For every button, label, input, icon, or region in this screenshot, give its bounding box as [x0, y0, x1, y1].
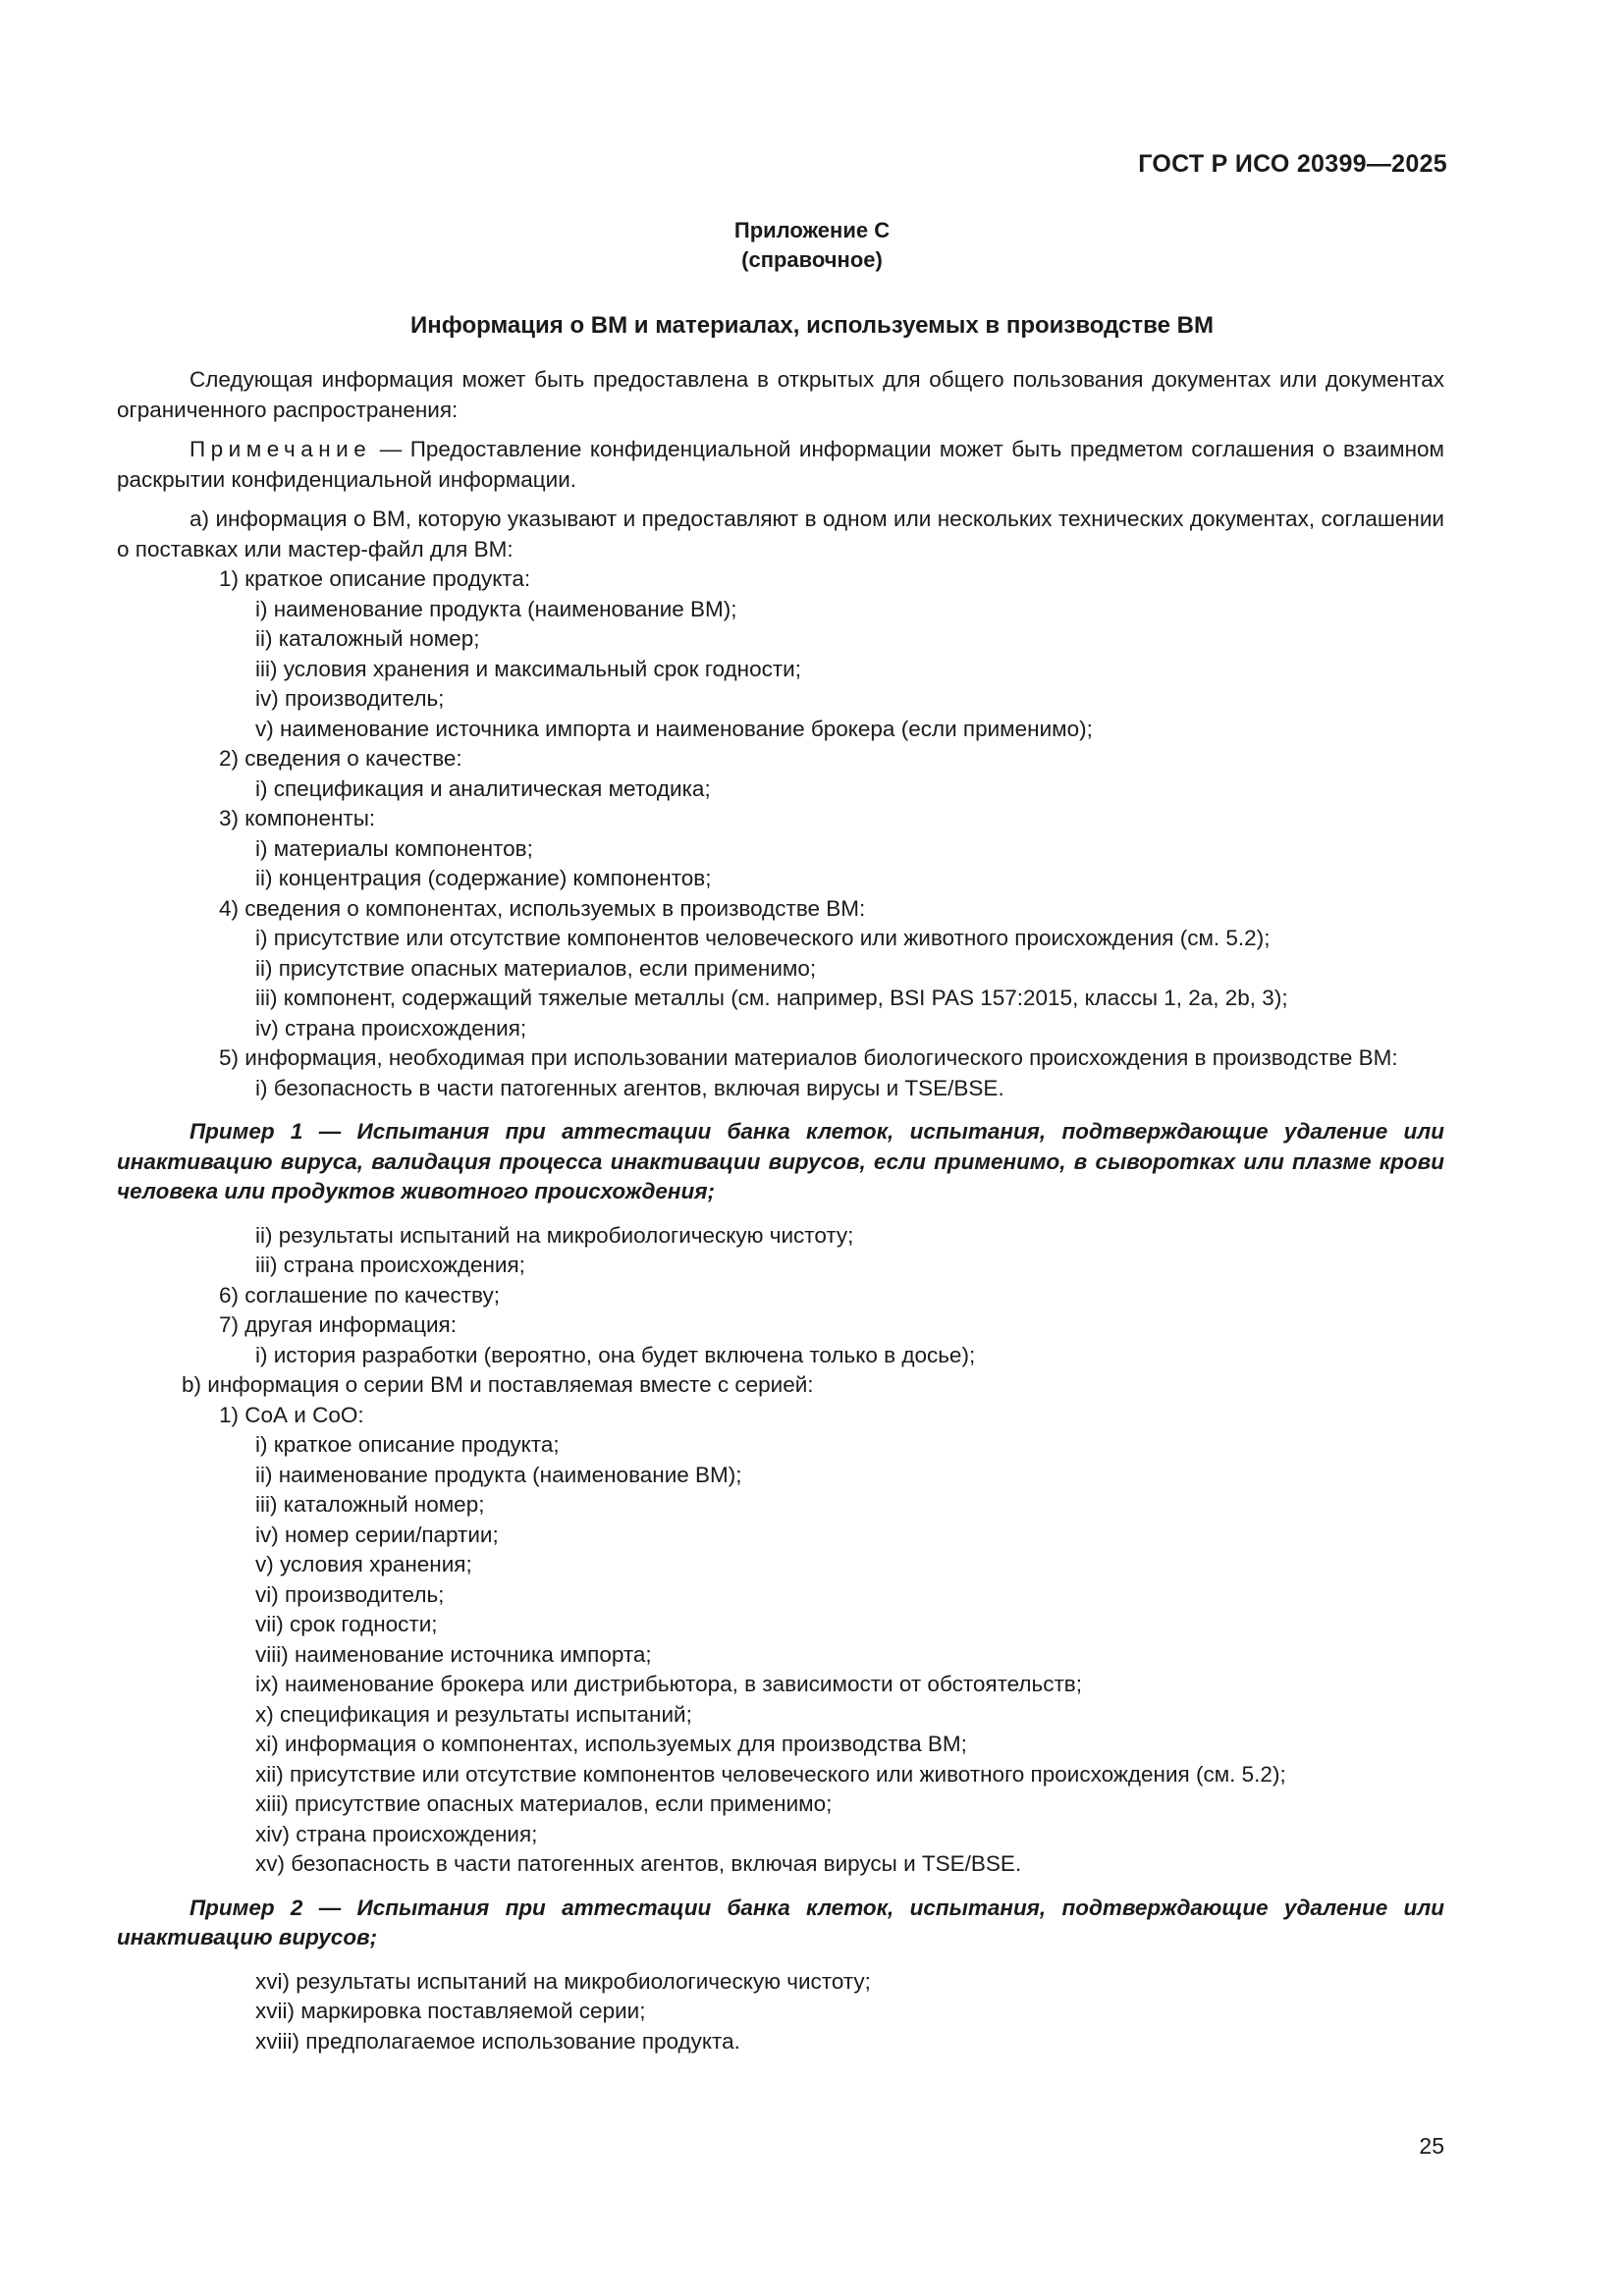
list-item: ii) каталожный номер;	[255, 626, 480, 651]
list-item: 1) СоА и СоО:	[219, 1402, 364, 1427]
list-item: iii) каталожный номер;	[255, 1492, 485, 1517]
list-item: i) спецификация и аналитическая методика;	[255, 775, 711, 801]
list-item: ii) концентрация (содержание) компонентов;	[255, 866, 712, 890]
list-item: vii) срок годности;	[255, 1612, 438, 1636]
list-item: iii) компонент, содержащий тяжелые металлы (см. например, BSI PAS 157:2015, классы 1, 2a, 2b, 3);	[255, 986, 1288, 1010]
section-b: b) информация о серии ВМ и поставляемая вместе с серией:	[182, 1372, 814, 1397]
list-item: i) присутствие или отсутствие компонентов человеческого или животного происхождения (см. 5.2);	[255, 926, 1271, 950]
list-item: xi) информация о компонентах, используемых для производства ВМ;	[255, 1732, 967, 1756]
list-item: iii) условия хранения и максимальный срок годности;	[255, 656, 801, 681]
list-item: xii) присутствие или отсутствие компонентов человеческого или животного происхождения (см. 5.2);	[255, 1761, 1286, 1787]
list-item: xviii) предполагаемое использование продукта.	[255, 2028, 740, 2054]
list-item: 7) другая информация:	[219, 1312, 457, 1337]
list-item: iv) производитель;	[255, 686, 445, 711]
list-item-a5: 5) информация, необходимая при использовании материалов биологического происхождения в производстве ВМ:	[219, 1045, 1398, 1070]
list-item: xv) безопасность в части патогенных агентов, включая вирусы и TSE/BSE.	[255, 1851, 1022, 1876]
list-item: x) спецификация и результаты испытаний;	[255, 1701, 692, 1727]
list-item: iv) страна происхождения;	[255, 1015, 527, 1041]
page-heading: Информация о ВМ и материалах, используемых в производстве ВМ	[410, 312, 1214, 339]
list-item: 6) соглашение по качеству;	[219, 1282, 501, 1308]
list-item: ii) наименование продукта (наименование ВМ);	[255, 1462, 742, 1487]
list-item: 1) краткое описание продукта:	[219, 566, 531, 591]
list-item: vi) производитель;	[255, 1581, 445, 1607]
annex-type: (справочное)	[741, 247, 883, 272]
list-item: viii) наименование источника импорта;	[255, 1641, 652, 1667]
note-label: Примечание	[189, 437, 372, 461]
standard-code: ГОСТ Р ИСО 20399—2025	[1138, 150, 1447, 178]
example-1: Пример 1 — Испытания при аттестации банка клеток, испытания, подтверждающие удаление или инактивацию вируса, валидация процесса инактивации вирусов, если применимо, в сыворотках или плазме крови человека или продуктов животного происхождения;	[117, 1119, 1444, 1203]
annex-title: Приложение С	[733, 218, 891, 242]
list-item: 4) сведения о компонентах, используемых в производстве ВМ:	[219, 895, 866, 921]
list-item: v) условия хранения;	[255, 1552, 472, 1576]
example-2: Пример 2 — Испытания при аттестации банка клеток, испытания, подтверждающие удаление или инактивацию вирусов;	[117, 1895, 1444, 1949]
list-item: ii) результаты испытаний на микробиологическую чистоту;	[255, 1222, 854, 1248]
note-paragraph	[117, 435, 1444, 495]
section-a: a) информация о ВМ, которую указывают и предоставляют в одном или нескольких технических документах, соглашении о поставках или мастер-файл для ВМ:	[117, 507, 1444, 561]
list-item: i) краткое описание продукта;	[255, 1432, 560, 1457]
document-body	[117, 365, 1444, 2056]
list-item: iv) номер серии/партии;	[255, 1522, 499, 1547]
list-item: ii) присутствие опасных материалов, если применимо;	[255, 955, 817, 981]
list-item: iii) страна происхождения;	[255, 1253, 525, 1277]
list-item: xiv) страна происхождения;	[255, 1821, 538, 1846]
list-item: ix) наименование брокера или дистрибьютора, в зависимости от обстоятельств;	[255, 1672, 1083, 1696]
intro-paragraph: Следующая информация может быть предоставлена в открытых для общего пользования документах или документах ограниченного распространения:	[117, 367, 1444, 422]
list-item: i) наименование продукта (наименование ВМ);	[255, 596, 737, 621]
list-item: i) материалы компонентов;	[255, 835, 533, 861]
note-text: — Предоставление конфиденциальной информации может быть предметом соглашения о взаимном раскрытии конфиденциальной информации.	[117, 437, 1444, 492]
list-item: 3) компоненты:	[219, 806, 376, 830]
page-number: 25	[1419, 2133, 1444, 2159]
list-item: 2) сведения о качестве:	[219, 746, 462, 771]
list-item: xvi) результаты испытаний на микробиологическую чистоту;	[255, 1968, 871, 1994]
list-item: xiii) присутствие опасных материалов, если применимо;	[255, 1791, 833, 1816]
list-item: v) наименование источника импорта и наименование брокера (если применимо);	[255, 716, 1093, 741]
list-item: i) история разработки (вероятно, она будет включена только в досье);	[255, 1342, 976, 1367]
list-item: i) безопасность в части патогенных агентов, включая вирусы и TSE/BSE.	[255, 1075, 1004, 1100]
list-item: xvii) маркировка поставляемой серии;	[255, 1999, 646, 2023]
